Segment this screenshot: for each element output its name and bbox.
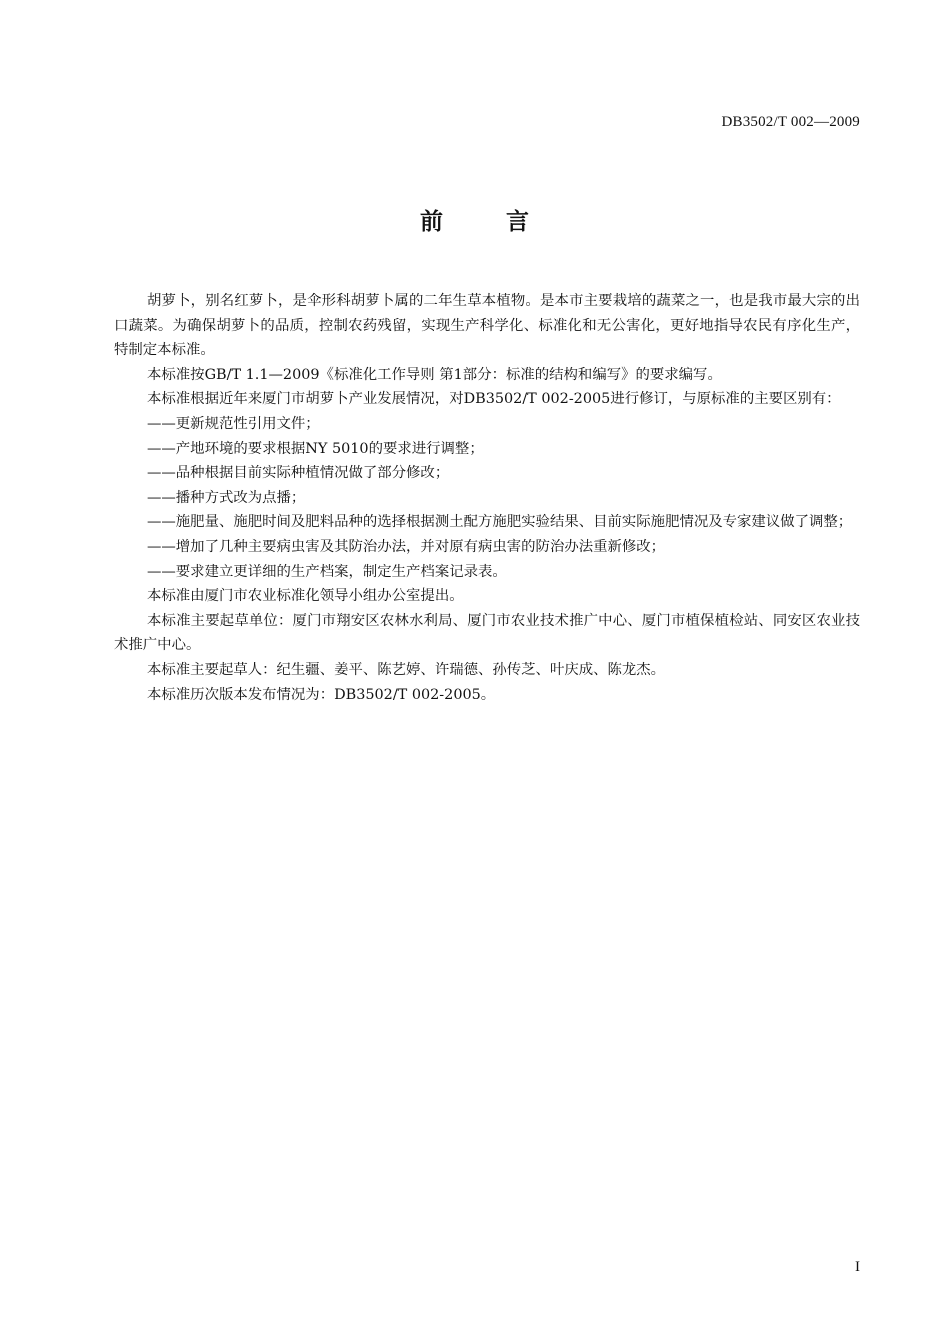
foreword-body bbox=[114, 289, 860, 707]
paragraph-intro: 胡萝卜，别名红萝卜，是伞形科胡萝卜属的二年生草本植物。是本市主要栽培的蔬菜之一，也是我市最大宗的出口蔬菜。为确保胡萝卜的品质，控制农药残留，实现生产科学化、标准化和无公害化，更好地指导农民有序化生产，特制定本标准。 bbox=[114, 293, 860, 359]
title-char-1: 前 bbox=[420, 209, 444, 235]
paragraph-proposer: 本标准由厦门市农业标准化领导小组办公室提出。 bbox=[147, 588, 464, 605]
paragraph-revision: 本标准根据近年来厦门市胡萝卜产业发展情况，对DB3502/T 002-2005进行修订，与原标准的主要区别有： bbox=[147, 391, 841, 408]
change-item: ——增加了几种主要病虫害及其防治办法，并对原有病虫害的防治办法重新修改； bbox=[147, 538, 666, 555]
change-item: ——品种根据目前实际种植情况做了部分修改； bbox=[147, 465, 450, 482]
change-item: ——播种方式改为点播； bbox=[147, 489, 306, 506]
change-item: ——施肥量、施肥时间及肥料品种的选择根据测土配方施肥实验结果、目前实际施肥情况及专家建议做了调整； bbox=[147, 514, 853, 531]
change-item: ——要求建立更详细的生产档案，制定生产档案记录表。 bbox=[147, 563, 507, 580]
paragraph-history: 本标准历次版本发布情况为：DB3502/T 002-2005。 bbox=[147, 686, 496, 703]
paragraph-drafting-rules: 本标准按GB/T 1.1—2009《标准化工作导则 第1部分：标准的结构和编写》的要求编写。 bbox=[147, 366, 722, 383]
page-title bbox=[0, 203, 950, 236]
paragraph-drafters: 本标准主要起草人：纪生疆、姜平、陈艺婷、许瑞德、孙传芝、叶庆成、陈龙杰。 bbox=[147, 661, 666, 678]
change-item: ——更新规范性引用文件； bbox=[147, 415, 320, 432]
document-code: DB3502/T 002—2009 bbox=[721, 114, 860, 130]
page-number: I bbox=[855, 1259, 860, 1275]
paragraph-drafting-units: 本标准主要起草单位：厦门市翔安区农林水利局、厦门市农业技术推广中心、厦门市植保植检站、同安区农业技术推广中心。 bbox=[114, 612, 860, 654]
change-item: ——产地环境的要求根据NY 5010的要求进行调整； bbox=[147, 440, 484, 457]
title-char-2: 言 bbox=[506, 209, 530, 235]
